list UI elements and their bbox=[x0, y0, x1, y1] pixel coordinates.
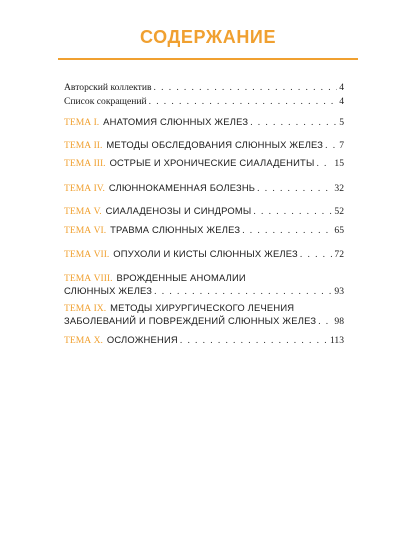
toc-entry-tema-3[interactable] bbox=[64, 157, 344, 170]
tema-label: ТЕМА VII. bbox=[64, 249, 110, 260]
toc-page-number: 4 bbox=[339, 96, 344, 107]
tema-title: ОСЛОЖНЕНИЯ bbox=[106, 334, 178, 345]
dot-leader bbox=[250, 117, 337, 129]
dot-leader bbox=[257, 183, 332, 195]
dot-leader bbox=[316, 158, 332, 170]
dot-leader bbox=[242, 225, 332, 237]
tema-title: АНАТОМИЯ СЛЮННЫХ ЖЕЛЕЗ bbox=[103, 116, 249, 127]
tema-title: МЕТОДЫ ХИРУРГИЧЕСКОГО ЛЕЧЕНИЯ bbox=[110, 302, 295, 313]
tema-label: ТЕМА X. bbox=[64, 335, 103, 346]
toc-page-number: 98 bbox=[334, 316, 344, 327]
toc-entry-authors[interactable] bbox=[64, 82, 344, 94]
tema-label: ТЕМА VI. bbox=[64, 225, 107, 236]
toc-entry-abbreviations[interactable] bbox=[64, 96, 344, 108]
tema-title-continued: ЗАБОЛЕВАНИЙ И ПОВРЕЖДЕНИЙ СЛЮННЫХ ЖЕЛЕЗ bbox=[64, 315, 317, 326]
toc-page-number: 7 bbox=[339, 140, 344, 151]
tema-title: ОСТРЫЕ И ХРОНИЧЕСКИЕ СИАЛАДЕНИТЫ bbox=[109, 157, 315, 168]
toc-page-number: 93 bbox=[334, 286, 344, 297]
tema-label: ТЕМА IV. bbox=[64, 183, 105, 194]
dot-leader bbox=[154, 82, 338, 94]
toc-page-number: 15 bbox=[334, 158, 344, 169]
toc-entry-tema-8[interactable] bbox=[64, 272, 344, 298]
toc-entry-tema-2[interactable] bbox=[64, 139, 344, 152]
toc-entry-tema-7[interactable] bbox=[64, 248, 344, 261]
dot-leader bbox=[300, 249, 333, 261]
tema-label: ТЕМА IX. bbox=[64, 303, 107, 314]
tema-title: МЕТОДЫ ОБСЛЕДОВАНИЯ СЛЮННЫХ ЖЕЛЕЗ bbox=[106, 139, 324, 150]
tema-title: ТРАВМА СЛЮННЫХ ЖЕЛЕЗ bbox=[110, 224, 241, 235]
tema-label: ТЕМА V. bbox=[64, 206, 102, 217]
tema-label: ТЕМА VIII. bbox=[64, 273, 113, 284]
toc-entry-tema-10[interactable] bbox=[64, 334, 344, 347]
dot-leader bbox=[318, 316, 332, 328]
toc-entry-tema-1[interactable] bbox=[64, 116, 344, 129]
tema-title-continued: СЛЮННЫХ ЖЕЛЕЗ bbox=[64, 285, 153, 296]
toc-entry-tema-4[interactable] bbox=[64, 182, 344, 195]
dot-leader bbox=[180, 335, 328, 347]
tema-title: СИАЛАДЕНОЗЫ И СИНДРОМЫ bbox=[105, 205, 252, 216]
tema-label: ТЕМА I. bbox=[64, 117, 100, 128]
page-title: СОДЕРЖАНИЕ bbox=[139, 27, 277, 47]
toc-page-number: 5 bbox=[339, 117, 344, 128]
tema-label: ТЕМА III. bbox=[64, 158, 106, 169]
toc-page-number: 52 bbox=[334, 206, 344, 217]
tema-title: ВРОЖДЕННЫЕ АНОМАЛИИ bbox=[116, 272, 246, 283]
toc-page-number: 32 bbox=[334, 183, 344, 194]
dot-leader bbox=[325, 140, 337, 152]
title-divider bbox=[58, 58, 358, 60]
toc-entry-tema-5[interactable] bbox=[64, 205, 344, 218]
dot-leader bbox=[154, 286, 332, 298]
toc-page-number: 72 bbox=[334, 249, 344, 260]
dot-leader bbox=[149, 96, 338, 108]
toc-page-number: 4 bbox=[339, 82, 344, 93]
tema-title: СЛЮННОКАМЕННАЯ БОЛЕЗНЬ bbox=[108, 182, 256, 193]
toc-entry-tema-6[interactable] bbox=[64, 224, 344, 237]
toc-entry-label: Список сокращений bbox=[64, 96, 147, 107]
toc-page-number: 65 bbox=[334, 225, 344, 236]
toc-entry-label: Авторский коллектив bbox=[64, 82, 152, 93]
tema-title: ОПУХОЛИ И КИСТЫ СЛЮННЫХ ЖЕЛЕЗ bbox=[113, 248, 298, 259]
toc-entry-tema-9[interactable] bbox=[64, 302, 344, 328]
dot-leader bbox=[253, 206, 332, 218]
tema-label: ТЕМА II. bbox=[64, 140, 103, 151]
toc-page-number: 113 bbox=[329, 335, 344, 346]
